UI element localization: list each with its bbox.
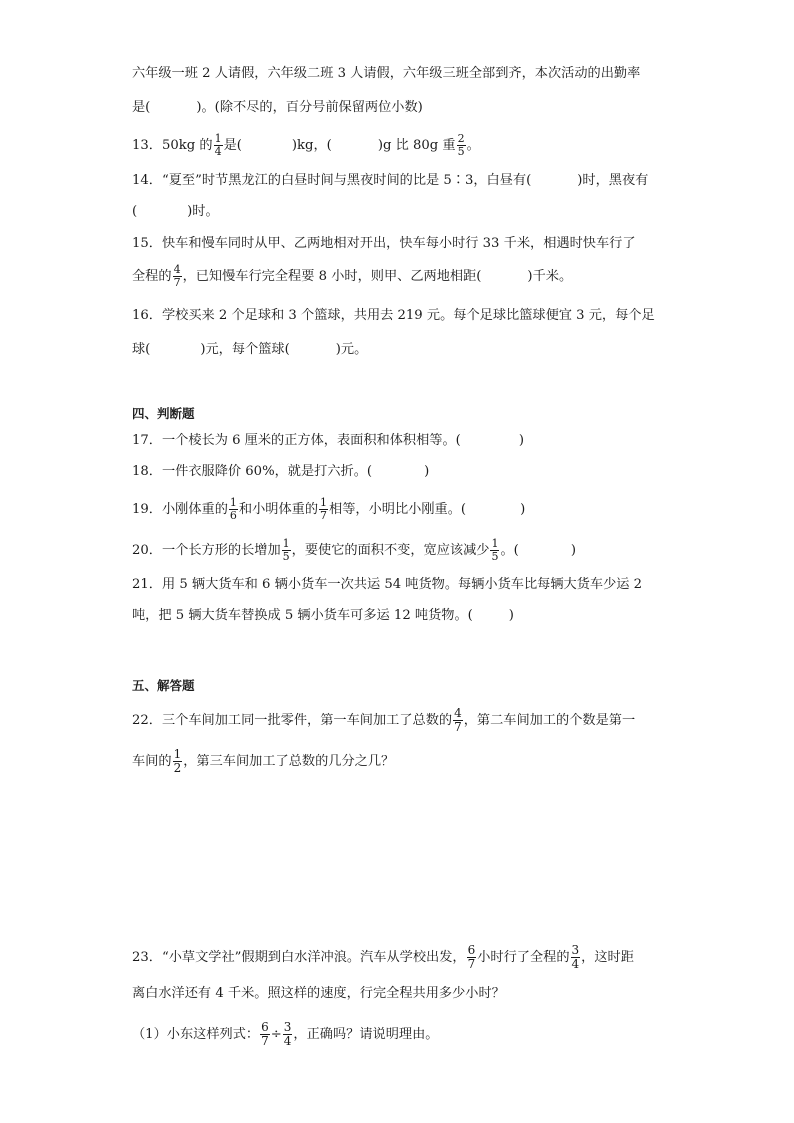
q14-text: 14．“夏至”时节黑龙江的白昼时间与黑夜时间的比是 5∶3，白昼有( <box>132 173 532 188</box>
fraction-numerator: 1 <box>214 132 222 145</box>
question-14-line2 <box>132 202 219 222</box>
question-23-line1 <box>132 944 634 971</box>
fraction <box>173 748 183 775</box>
q13-text: 13．50kg 的 <box>132 138 213 153</box>
fraction-denominator: 4 <box>214 145 222 158</box>
fraction-numerator: 1 <box>282 537 290 550</box>
q15-text: )千米。 <box>527 269 573 284</box>
question-15-line1: 15．快车和慢车同时从甲、乙两地相对开出，快车每小时行 33 千米，相遇时快车行了 <box>132 236 636 251</box>
fraction <box>229 497 238 522</box>
q16-text: )元。 <box>335 342 368 357</box>
q17-text: ) <box>518 433 524 448</box>
q20-text: ，要使它的面积不变，宽应该减少 <box>291 543 490 558</box>
fraction-numerator: 1 <box>491 537 499 550</box>
q22-text: 车间的 <box>132 754 172 769</box>
question-17 <box>132 431 524 451</box>
q22-text: 22．三个车间加工同一批零件，第一车间加工了总数的 <box>132 713 453 728</box>
q19-text: 19．小刚体重的 <box>132 502 228 517</box>
question-13 <box>132 133 480 158</box>
fraction-numerator: 1 <box>320 496 328 509</box>
fraction-numerator: 3 <box>571 943 580 957</box>
fraction-denominator: 7 <box>454 720 462 734</box>
fraction-denominator: 4 <box>283 1034 292 1048</box>
q14-text: )时。 <box>187 204 219 219</box>
fraction-numerator: 1 <box>229 496 237 509</box>
q16-text: )元，每个篮球( <box>200 342 290 357</box>
fraction-denominator: 5 <box>282 550 290 563</box>
fraction <box>467 944 477 971</box>
question-16-line2 <box>132 340 367 360</box>
fraction-denominator: 2 <box>173 761 182 775</box>
question-23-sub1 <box>132 1021 438 1048</box>
fraction-numerator: 6 <box>467 943 476 957</box>
fraction-denominator: 6 <box>229 509 237 522</box>
question-15-line2 <box>132 264 572 289</box>
question-16-line1: 16．学校买来 2 个足球和 3 个篮球，共用去 219 元。每个足球比篮球便宜 3 元，每个足 <box>132 308 655 323</box>
fraction <box>260 1021 270 1048</box>
q15-text: 全程的 <box>132 269 172 284</box>
question-21-line2 <box>132 606 514 626</box>
fraction-denominator: 5 <box>457 145 465 158</box>
q22-text: ，第三车间加工了总数的几分之几？ <box>183 754 395 769</box>
question-18 <box>132 462 429 482</box>
q19-text: 相等，小明比小刚重。( <box>329 502 467 517</box>
q19-text: 和小明体重的 <box>238 502 319 517</box>
fraction <box>173 264 182 289</box>
q22-text: ，第二车间加工的个数是第一 <box>463 713 636 728</box>
q21-text: 吨，把 5 辆大货车替换成 5 辆小货车可多运 12 吨货物。( <box>132 608 473 623</box>
q23-text: ，这时距 <box>581 950 634 965</box>
question-14-line1 <box>132 171 648 191</box>
q23-text: 23．“小草文学社”假期到白水洋冲浪。汽车从学校出发， <box>132 950 466 965</box>
fraction-numerator: 6 <box>261 1020 269 1034</box>
q20-text: 。( <box>500 543 519 558</box>
q13-text: )g 比 80g 重 <box>377 138 456 153</box>
q18-text: ) <box>424 464 430 479</box>
q13-text: 是( <box>223 138 242 153</box>
q18-text: 18．一件衣服降价 60%，就是打六折。( <box>132 464 373 479</box>
q12-line1: 六年级一班 2 人请假，六年级二班 3 人请假，六年级三班全部到齐，本次活动的出勤率 <box>132 66 641 81</box>
fraction-numerator: 3 <box>283 1020 292 1034</box>
question-20 <box>132 538 576 563</box>
fraction-denominator: 7 <box>173 276 181 289</box>
question-21-line1: 21．用 5 辆大货车和 6 辆小货车一次共运 54 吨货物。每辆小货车比每辆大货车少运 2 <box>132 577 643 592</box>
q20-text: ) <box>570 543 576 558</box>
q12-text: 是( <box>132 100 151 115</box>
q23-text: （1）小东这样列式： <box>132 1027 260 1042</box>
fraction <box>282 538 291 563</box>
fraction-denominator: 5 <box>491 550 499 563</box>
q13-text: )kg，( <box>291 138 332 153</box>
fraction-denominator: 7 <box>261 1034 269 1048</box>
q12-line2 <box>132 98 423 118</box>
q23-text: ，正确吗？请说明理由。 <box>293 1027 439 1042</box>
division-sign: ÷ <box>270 1027 282 1042</box>
fraction <box>453 707 463 734</box>
fraction <box>457 133 466 158</box>
fraction <box>214 133 223 158</box>
fraction-numerator: 2 <box>457 132 465 145</box>
q14-text: )时，黑夜有 <box>577 173 649 188</box>
section-heading-judgement: 四、判断题 <box>132 406 195 421</box>
question-19 <box>132 497 525 522</box>
q19-text: ) <box>520 502 526 517</box>
q21-text: ) <box>508 608 514 623</box>
fraction-numerator: 1 <box>173 747 182 761</box>
fraction <box>319 497 328 522</box>
fraction-numerator: 4 <box>173 263 181 276</box>
fraction <box>571 944 581 971</box>
section-heading-solution: 五、解答题 <box>132 678 195 693</box>
q14-text: ( <box>132 204 138 219</box>
q16-text: 球( <box>132 342 151 357</box>
q15-text: ，已知慢车行完全程要 8 小时，则甲、乙两地相距( <box>182 269 482 284</box>
q13-text: 。 <box>466 138 480 153</box>
fraction <box>283 1021 293 1048</box>
fraction-denominator: 7 <box>467 957 476 971</box>
fraction-numerator: 4 <box>454 706 462 720</box>
q12-text: )。(除不尽的，百分号前保留两位小数) <box>196 100 423 115</box>
fraction-denominator: 7 <box>320 509 328 522</box>
fraction-denominator: 4 <box>571 957 580 971</box>
question-22-line2 <box>132 748 394 775</box>
fraction <box>490 538 499 563</box>
q20-text: 20．一个长方形的长增加 <box>132 543 281 558</box>
question-22-line1 <box>132 707 635 734</box>
question-23-line2: 离白水洋还有 4 千米。照这样的速度，行完全程共用多少小时？ <box>132 986 505 1001</box>
q23-text: 小时行了全程的 <box>477 950 570 965</box>
q17-text: 17．一个棱长为 6 厘米的正方体，表面积和体积相等。( <box>132 433 461 448</box>
